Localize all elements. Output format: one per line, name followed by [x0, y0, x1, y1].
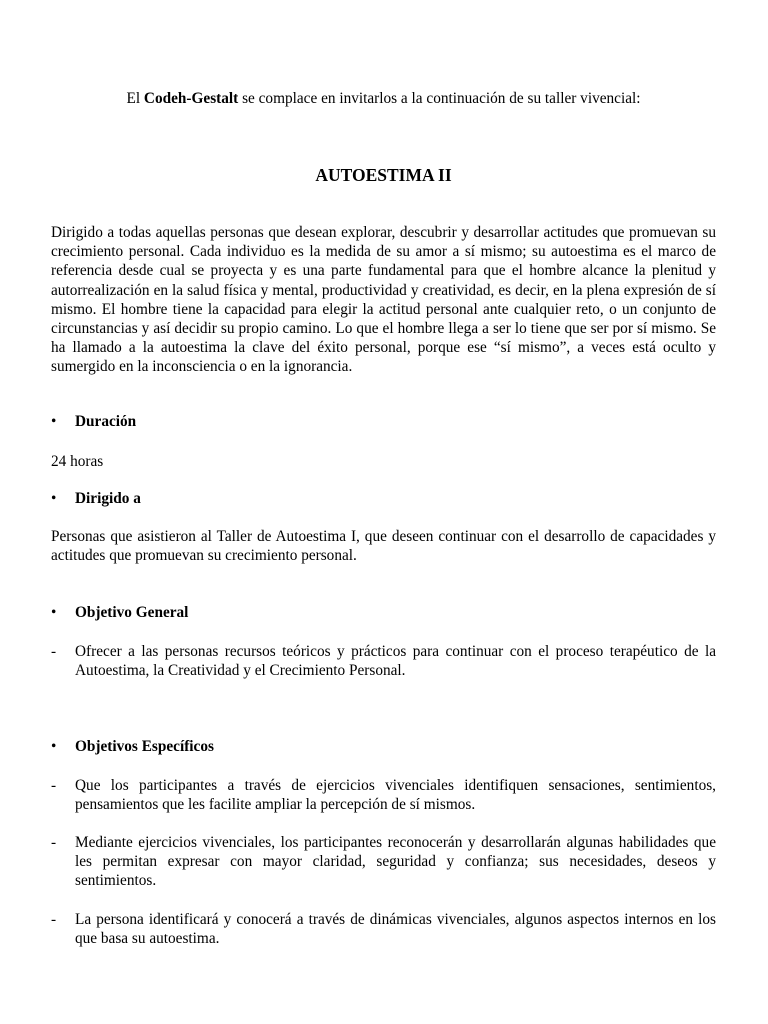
dash-marker: - — [51, 643, 57, 660]
dash-marker: - — [51, 911, 57, 928]
specific-objective-text: La persona identificará y conocerá a través de dinámicas vivenciales, algunos aspectos internos en los que basa su autoestima. — [75, 911, 716, 948]
section-heading-audience — [51, 490, 141, 508]
specific-objective-item — [51, 910, 716, 948]
specific-objective-text: Mediante ejercicios vivenciales, los participantes reconocerán y desarrollarán algunas habilidades que les permitan expresar con mayor claridad, seguridad y confianza; sus necesidades, deseos y sentimientos. — [75, 834, 716, 890]
bullet-icon: • — [51, 490, 57, 507]
general-objective-item — [51, 642, 716, 680]
section-heading-duration — [51, 413, 136, 431]
section-heading-general-objective — [51, 604, 188, 622]
intro-prefix: El — [126, 90, 144, 107]
specific-objective-item — [51, 833, 716, 891]
section-heading-specific-objectives — [51, 738, 214, 756]
organization-name: Codeh-Gestalt — [143, 90, 239, 107]
bullet-icon: • — [51, 738, 57, 755]
intro-line — [51, 89, 716, 108]
description-paragraph: Dirigido a todas aquellas personas que desean explorar, descubrir y desarrollar actitudes que promuevan su crecimiento personal. Cada individuo es la medida de su amor a sí mismo; su autoestima es el marco de referencia desde cual se proyecta y es una parte fundamental para que el hombre alcance la plenitud y autorrealización en la salud física y mental, productividad y creatividad, es decir, en la plena expresión de sí mismo. El hombre tiene la capacidad para elegir la actitud personal ante cualquier reto, o un conjunto de circunstancias y así decidir su propio camino. Lo que el hombre llega a ser lo tiene que ser por sí mismo. Se ha llamado a la autoestima la clave del éxito personal, porque ese “sí mismo”, a veces está oculto y sumergido en la inconsciencia o en la ignorancia. — [51, 224, 716, 376]
dash-marker: - — [51, 777, 57, 794]
specific-objective-text: Que los participantes a través de ejercicios vivenciales identifiquen sensaciones, sentimientos, pensamientos que les facilite ampliar la percepción de sí mismos. — [75, 777, 716, 814]
audience-heading: Dirigido a — [75, 490, 141, 507]
bullet-icon: • — [51, 604, 57, 621]
specific-objective-item — [51, 776, 716, 814]
general-objective-text: Ofrecer a las personas recursos teóricos y prácticos para continuar con el proceso terapéutico de la Autoestima, la Creatividad y el Crecimiento Personal. — [75, 643, 716, 680]
bullet-icon: • — [51, 413, 57, 430]
general-objective-heading: Objetivo General — [75, 604, 189, 621]
duration-heading: Duración — [75, 413, 137, 430]
audience-text: Personas que asistieron al Taller de Autoestima I, que deseen continuar con el desarrollo de capacidades y actitudes que promuevan su crecimiento personal. — [51, 528, 716, 565]
intro-suffix: se complace en invitarlos a la continuación de su taller vivencial: — [238, 90, 641, 107]
duration-value: 24 horas — [51, 453, 104, 470]
document-title: AUTOESTIMA II — [315, 165, 452, 185]
specific-objectives-heading: Objetivos Específicos — [75, 738, 214, 755]
dash-marker: - — [51, 834, 57, 851]
